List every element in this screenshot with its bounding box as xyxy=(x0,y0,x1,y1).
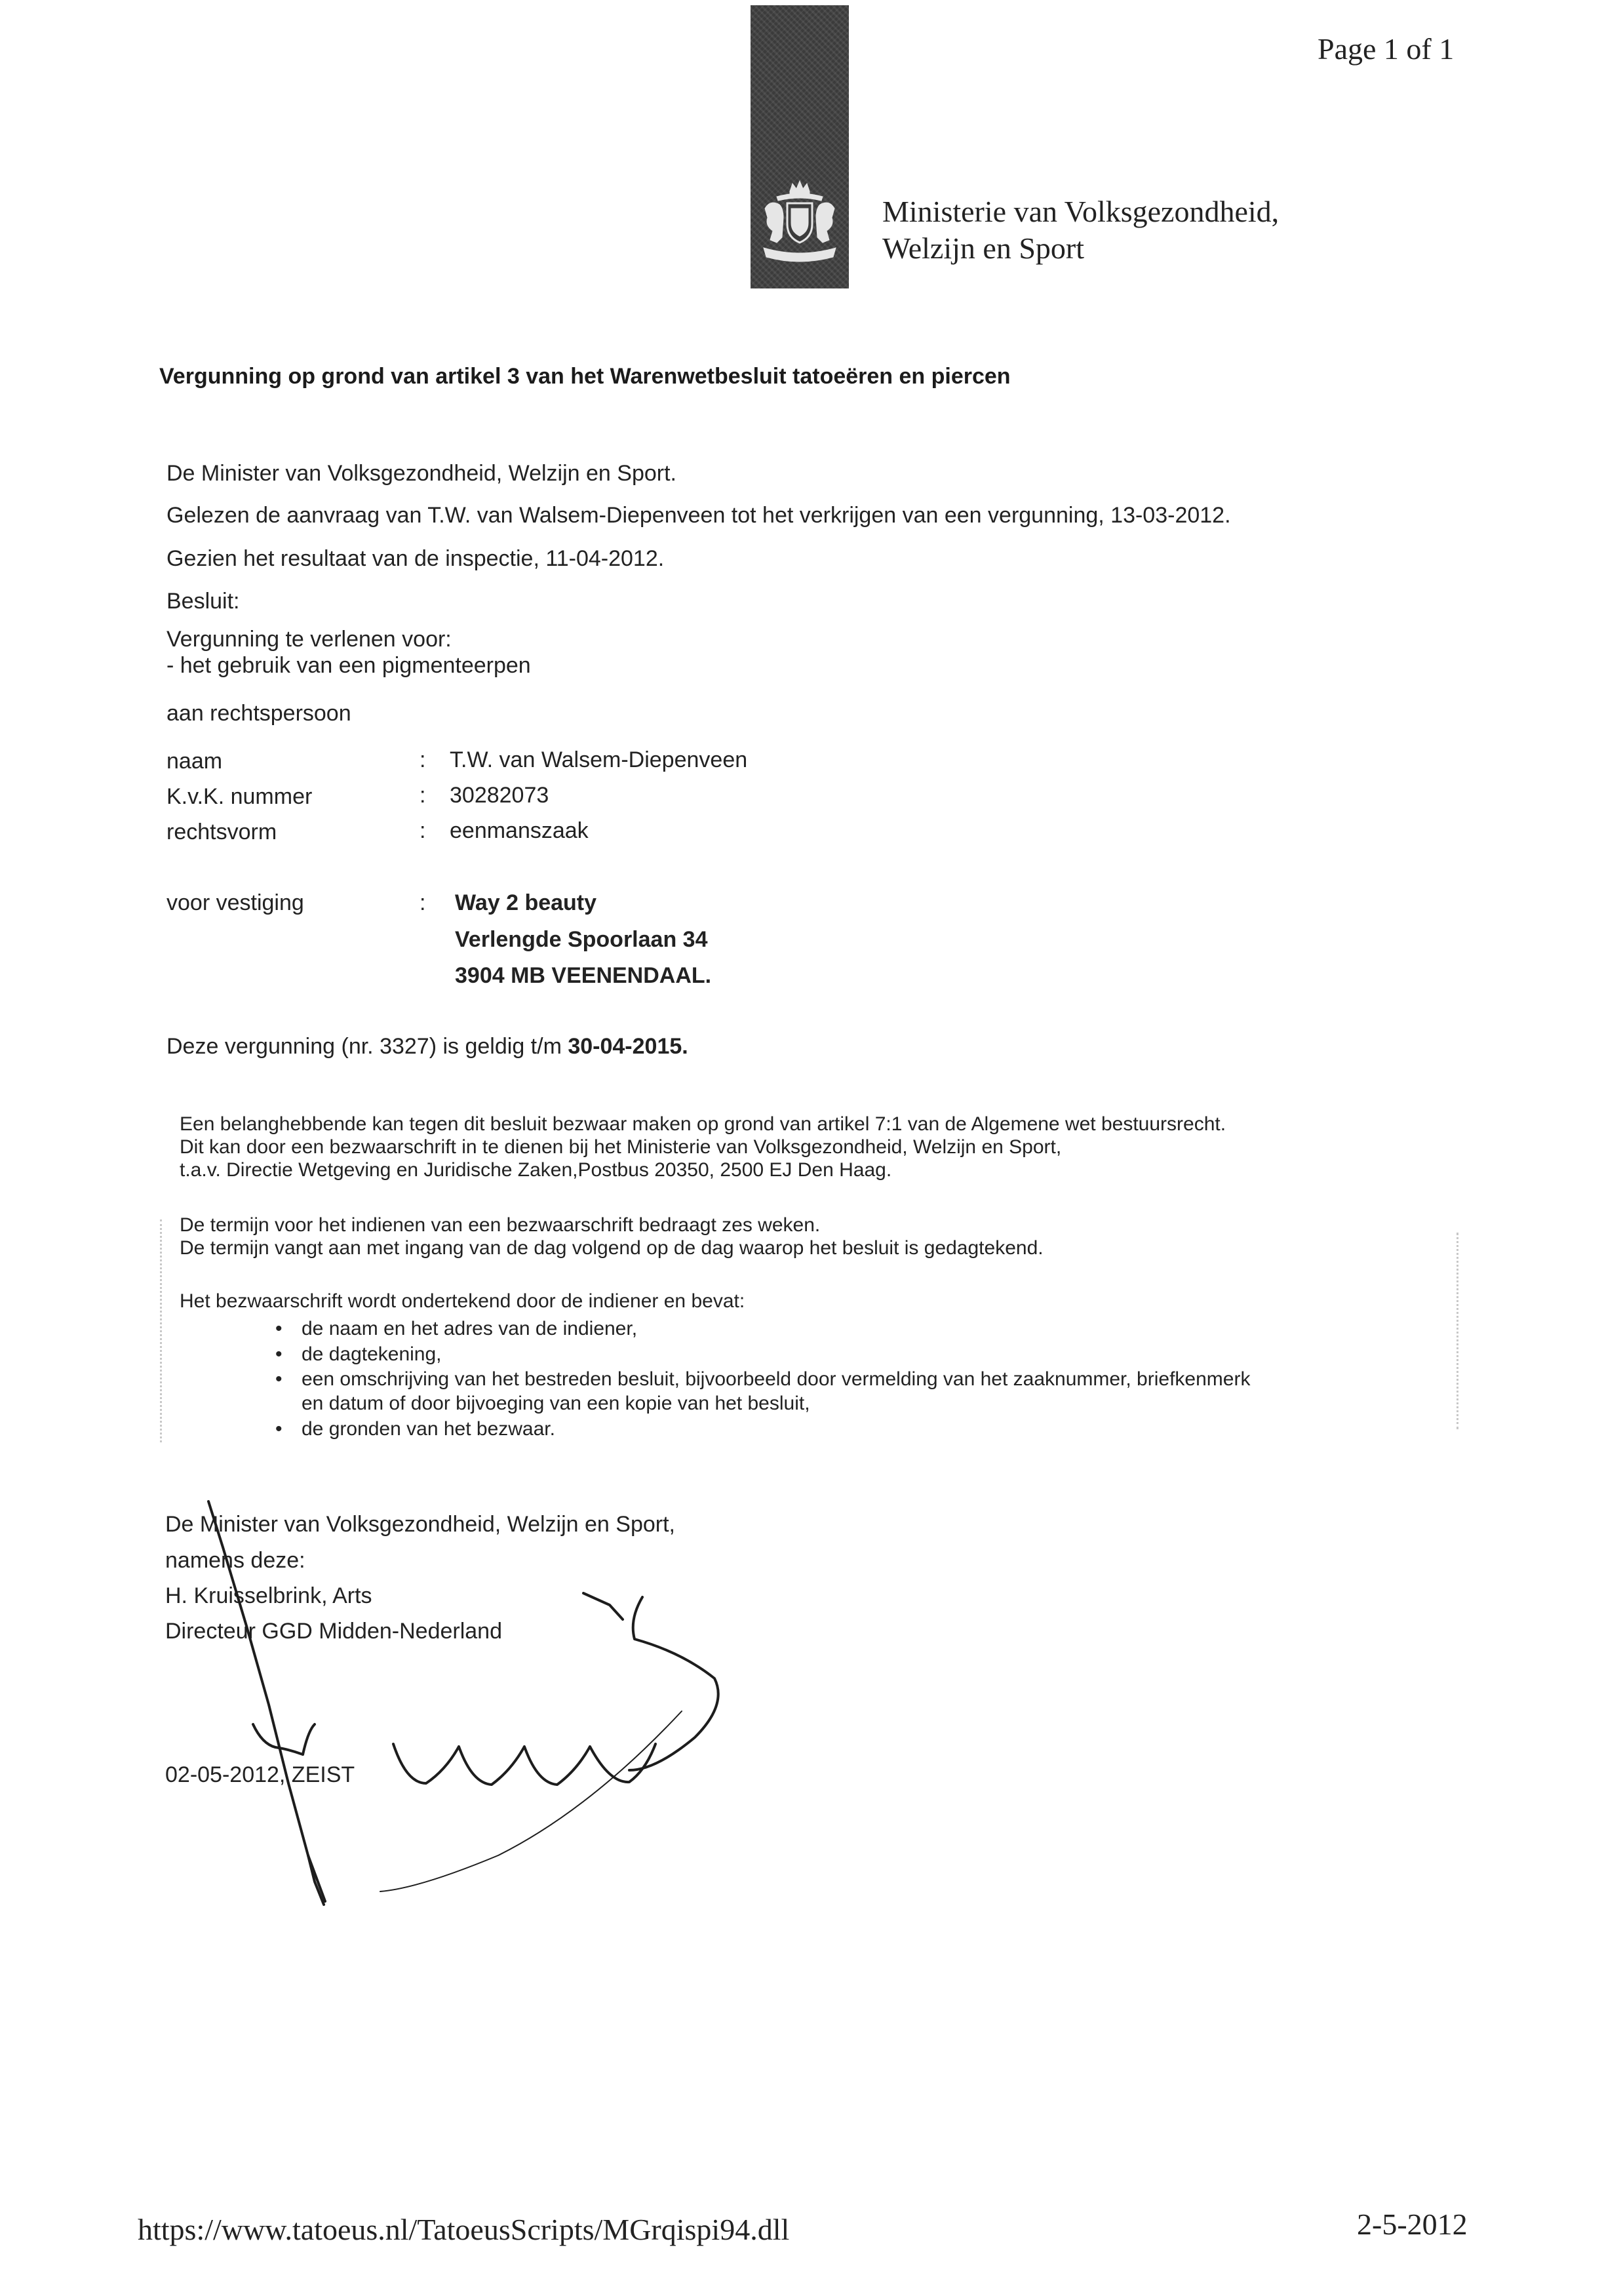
objection-bullet-3: een omschrijving van het bestreden besluit, bijvoorbeeld door vermelding van het zaaknummer, briefkenmerk xyxy=(302,1368,1251,1390)
objection-para1-line3: t.a.v. Directie Wetgeving en Juridische Zaken,Postbus 20350, 2500 EJ Den Haag. xyxy=(180,1159,892,1181)
entity-name-label: naam xyxy=(166,749,223,774)
objection-para1-line1: Een belanghebbende kan tegen dit besluit bezwaar maken op grond van artikel 7:1 van de Algemene wet bestuursrecht. xyxy=(180,1113,1226,1135)
signature-line-minister: De Minister van Volksgezondheid, Welzijn en Sport, xyxy=(165,1512,675,1537)
establishment-street: Verlengde Spoorlaan 34 xyxy=(455,927,708,952)
objection-bullet-3-continuation: en datum of door bijvoeging van een kopie van het besluit, xyxy=(302,1393,810,1414)
entity-kvk-label: K.v.K. nummer xyxy=(166,784,313,809)
intro-line-application: Gelezen de aanvraag van T.W. van Walsem-Diepenveen tot het verkrijgen van een vergunning, 13-03-2012. xyxy=(166,503,1231,528)
establishment-city: 3904 MB VEENENDAAL. xyxy=(455,963,712,988)
establishment-separator: : xyxy=(420,890,426,915)
decision-label: Besluit: xyxy=(166,589,240,614)
objection-para2-line2: De termijn vangt aan met ingang van de dag volgend op de dag waarop het besluit is gedagtekend. xyxy=(180,1237,1044,1259)
signature-line-title: Directeur GGD Midden-Nederland xyxy=(165,1619,502,1644)
establishment-name: Way 2 beauty xyxy=(455,890,597,915)
page-number: Page 1 of 1 xyxy=(1318,32,1455,66)
ministry-name-line1: Ministerie van Volksgezondheid, xyxy=(882,195,1280,228)
intro-line-minister: De Minister van Volksgezondheid, Welzijn en Sport. xyxy=(166,461,676,486)
validity-prefix: Deze vergunning (nr. 3327) is geldig t/m xyxy=(166,1034,568,1059)
entity-form-label: rechtsvorm xyxy=(166,820,277,844)
validity-date: 30-04-2015. xyxy=(568,1034,688,1059)
objection-bullet-dot: • xyxy=(275,1418,283,1440)
objection-bullet-4: de gronden van het bezwaar. xyxy=(302,1418,555,1440)
ministry-name-line2: Welzijn en Sport xyxy=(882,231,1085,265)
entity-name-separator: : xyxy=(420,747,426,772)
objection-bullet-dot: • xyxy=(275,1318,283,1339)
document-title: Vergunning op grond van artikel 3 van het Warenwetbesluit tatoeëren en piercen xyxy=(159,364,1011,389)
signature-line-on-behalf: namens deze: xyxy=(165,1548,305,1573)
objection-bullet-dot: • xyxy=(275,1368,283,1390)
footer-url: https://www.tatoeus.nl/TatoeusScripts/MGrqispi94.dll xyxy=(138,2213,790,2246)
objection-bullet-1: de naam en het adres van de indiener, xyxy=(302,1318,638,1339)
decision-item: - het gebruik van een pigmenteerpen xyxy=(166,653,531,678)
entity-name-value: T.W. van Walsem-Diepenveen xyxy=(450,747,748,772)
entity-form-separator: : xyxy=(420,818,426,843)
signature-line-name: H. Kruisselbrink, Arts xyxy=(165,1583,372,1608)
objection-para1-line2: Dit kan door een bezwaarschrift in te dienen bij het Ministerie van Volksgezondheid, Welzijn en Sport, xyxy=(180,1136,1062,1158)
signature-date-place: 02-05-2012, ZEIST xyxy=(165,1762,355,1787)
objection-bullet-2: de dagtekening, xyxy=(302,1343,442,1365)
objection-para3-intro: Het bezwaarschrift wordt ondertekend door de indiener en bevat: xyxy=(180,1290,745,1312)
decision-to-entity: aan rechtspersoon xyxy=(166,701,351,726)
intro-line-inspection: Gezien het resultaat van de inspectie, 11-04-2012. xyxy=(166,546,665,571)
entity-kvk-value: 30282073 xyxy=(450,783,549,808)
objection-bullet-dot: • xyxy=(275,1343,283,1365)
decision-grant-line: Vergunning te verlenen voor: xyxy=(166,627,452,652)
footer-date: 2-5-2012 xyxy=(1357,2207,1468,2241)
objection-para2-line1: De termijn voor het indienen van een bezwaarschrift bedraagt zes weken. xyxy=(180,1214,821,1236)
entity-form-value: eenmanszaak xyxy=(450,818,589,843)
entity-kvk-separator: : xyxy=(420,783,426,808)
establishment-label: voor vestiging xyxy=(166,890,304,915)
